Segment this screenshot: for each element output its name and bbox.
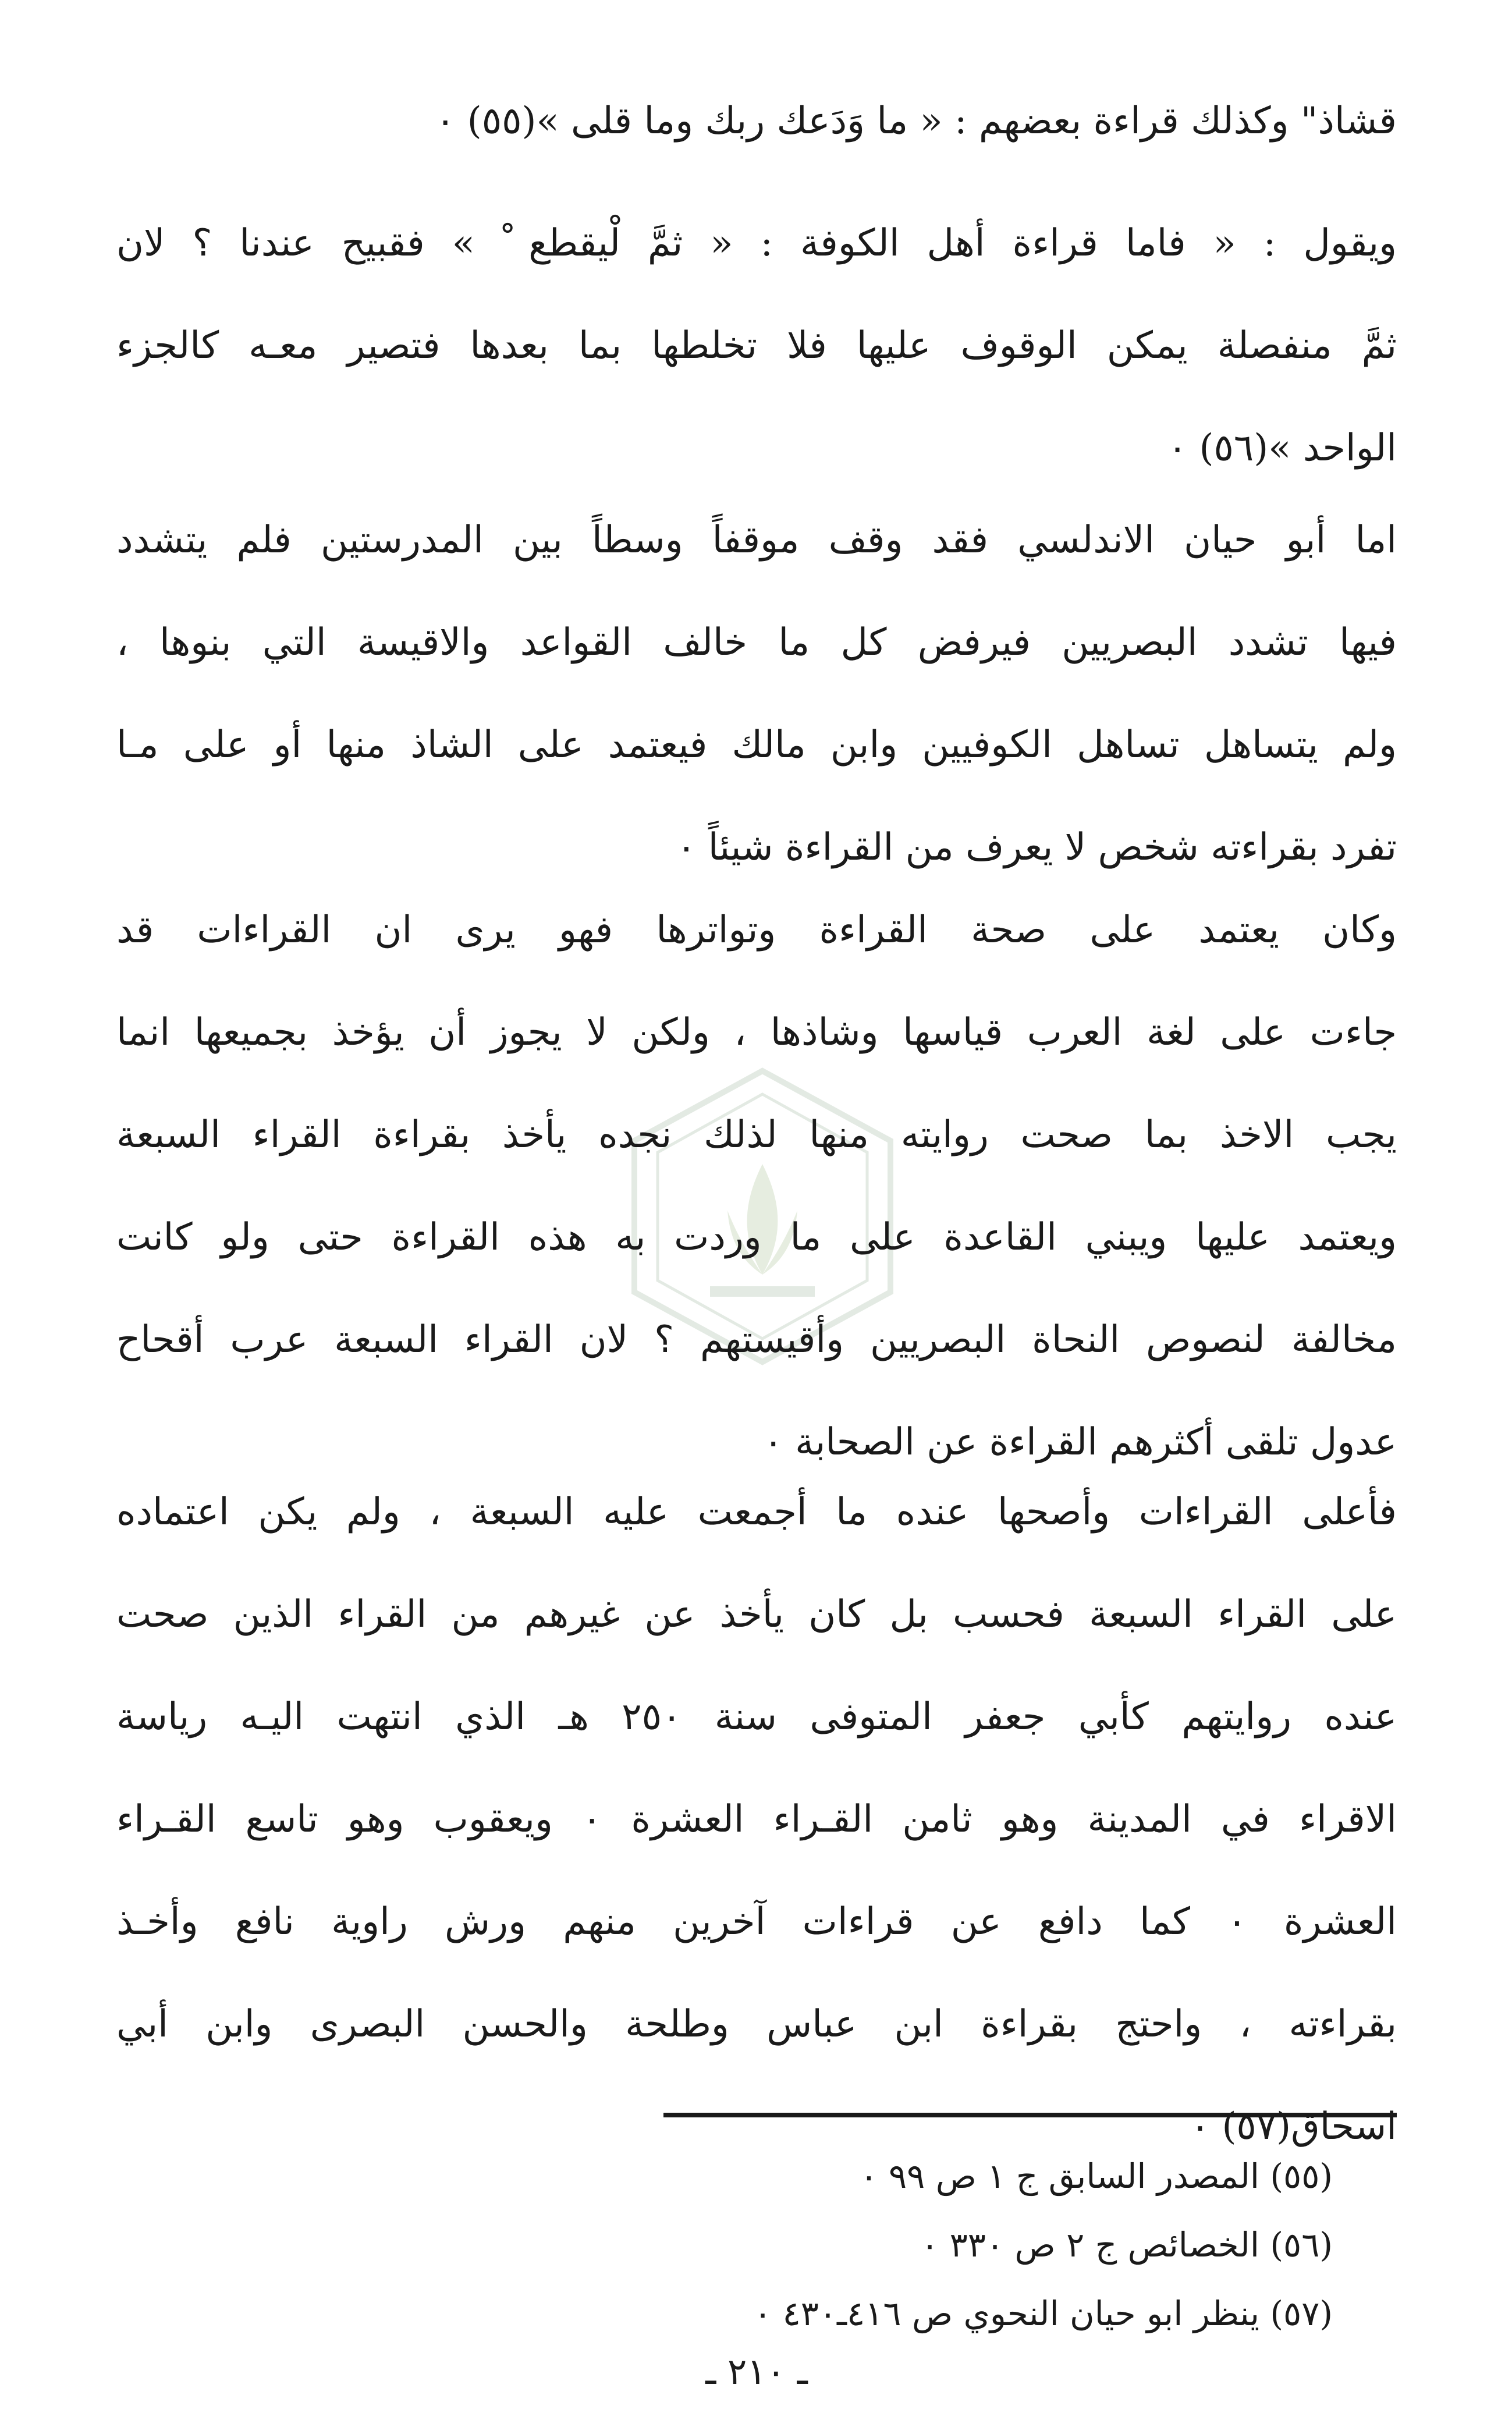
text-line: يجب الاخذ بما صحت روايته منها لذلك نجده يأخذ بقراءة القراء السبعة — [116, 1113, 1397, 1156]
text-line: العشرة ٠ كما دافع عن قراءات آخرين منهم ورش راوية نافع وأخـذ — [116, 1900, 1397, 1943]
text-line: ويقول : « فاما قراءة أهل الكوفة : « ثمَّ لْيقطع ْ » فقبيح عندنا ؟ لان — [116, 222, 1397, 265]
text-line: الواحد »(٥٦) ٠ — [1167, 427, 1397, 470]
paragraph-3 — [116, 489, 1397, 899]
text-line: ثمَّ منفصلة يمكن الوقوف عليها فلا تخلطها بما بعدها فتصير معـه كالجزء — [116, 324, 1397, 367]
footnote-divider — [663, 2113, 1397, 2117]
paragraph-4 — [116, 879, 1397, 1493]
footnote-56: (٥٦) الخصائص ج ٢ ص ٣٣٠ ٠ — [921, 2225, 1333, 2265]
text-line: تفرد بقراءته شخص لا يعرف من القراءة شيئاً ٠ — [676, 826, 1397, 869]
paragraph-1 — [116, 70, 1397, 172]
text-line: فأعلى القراءات وأصحها عنده ما أجمعت عليه السبعة ، ولم يكن اعتماده — [116, 1491, 1397, 1534]
text-line: ولم يتساهل تساهل الكوفيين وابن مالك فيعتمد على الشاذ منها أو على مـا — [116, 723, 1397, 767]
page-number: ـ ٢١٠ ـ — [705, 2350, 808, 2393]
paragraph-5 — [116, 1461, 1397, 2178]
text-line: عدول تلقى أكثرهم القراءة عن الصحابة ٠ — [763, 1421, 1397, 1464]
text-line: مخالفة لنصوص النحاة البصريين وأقيستهم ؟ لان القراء السبعة عرب أقحاح — [116, 1318, 1397, 1361]
text-line: قشاذ" وكذلك قراءة بعضهم : « ما وَدَعك ربك وما قلى »(٥٥) ٠ — [435, 100, 1397, 143]
paragraph-2 — [116, 192, 1397, 499]
text-line: على القراء السبعة فحسب بل كان يأخذ عن غيرهم من القراء الذين صحت — [116, 1593, 1397, 1636]
text-line: الاقراء في المدينة وهو ثامن القـراء العشرة ٠ ويعقوب وهو تاسع القـراء — [116, 1798, 1397, 1841]
text-line: جاءت على لغة العرب قياسها وشاذها ، ولكن لا يجوز أن يؤخذ بجميعها انما — [116, 1011, 1397, 1054]
footnotes — [116, 2142, 1333, 2348]
footnote-55: (٥٥) المصدر السابق ج ١ ص ٩٩ ٠ — [860, 2156, 1333, 2196]
text-line: عنده روايتهم كأبي جعفر المتوفى سنة ٢٥٠ هـ الذي انتهت اليـه رياسة — [116, 1695, 1397, 1738]
text-line: فيها تشدد البصريين فيرفض كل ما خالف القواعد والاقيسة التي بنوها ، — [116, 621, 1397, 664]
text-line: بقراءته ، واحتج بقراءة ابن عباس وطلحة والحسن البصرى وابن أبي — [116, 2003, 1397, 2046]
footnote-57: (٥٧) ينظر ابو حيان النحوي ص ٤١٦ـ٤٣٠ ٠ — [753, 2294, 1333, 2333]
text-line: اما أبو حيان الاندلسي فقد وقف موقفاً وسطاً بين المدرستين فلم يتشدد — [116, 519, 1397, 562]
text-line: ويعتمد عليها ويبني القاعدة على ما وردت به هذه القراءة حتى ولو كانت — [116, 1216, 1397, 1259]
text-line: وكان يعتمد على صحة القراءة وتواترها فهو يرى ان القراءات قد — [116, 909, 1397, 952]
text-line: اسحاق(٥٧) ٠ — [1190, 2105, 1397, 2148]
